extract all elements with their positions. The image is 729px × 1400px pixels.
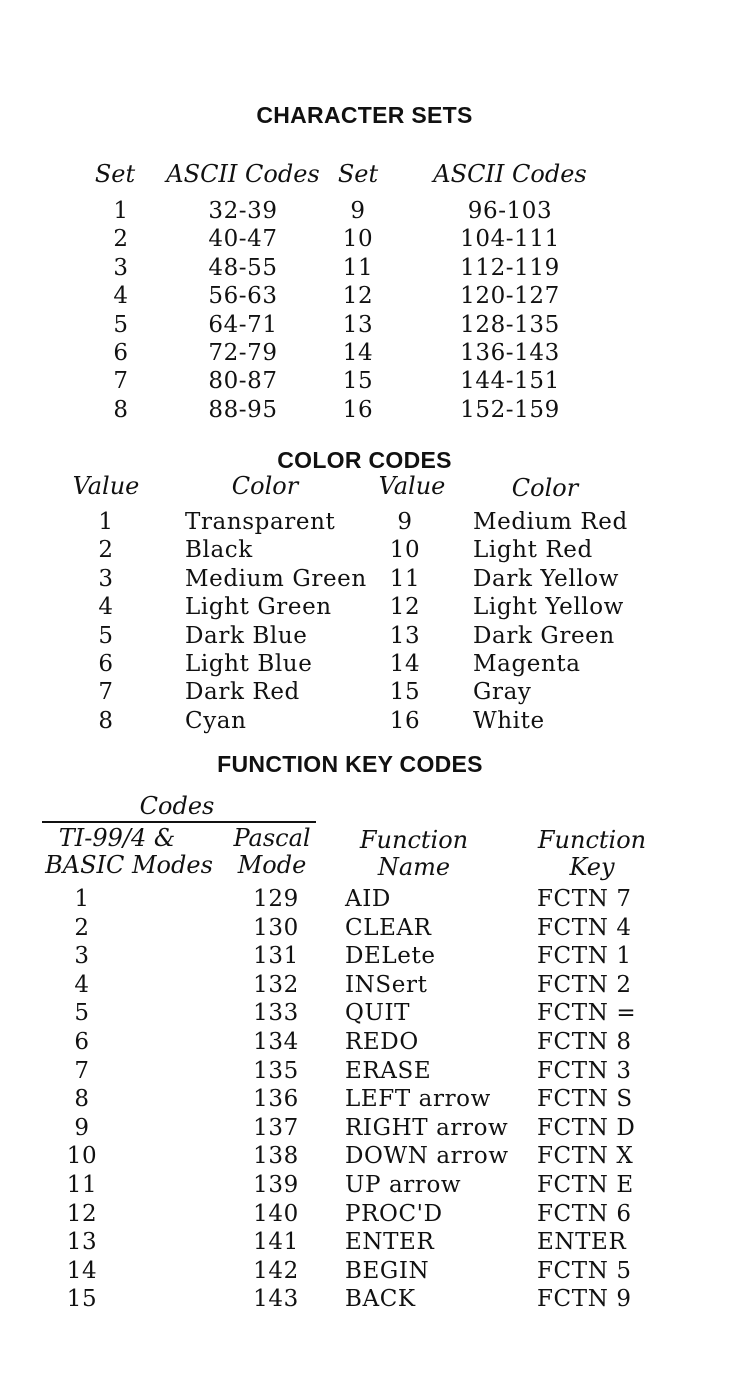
set-number-cell: 5 <box>113 311 129 338</box>
basic-mode-code-cell: 9 <box>74 1114 90 1141</box>
function-key-cell: FCTN = <box>537 1000 637 1027</box>
color-value-cell: 12 <box>389 594 421 621</box>
color-name-cell: Medium Green <box>185 565 367 592</box>
column-header: Value <box>378 472 446 500</box>
set-number-cell: 14 <box>342 340 374 366</box>
pascal-mode-code-cell: 140 <box>253 1200 299 1227</box>
function-key-cell: ENTER <box>537 1229 627 1256</box>
column-header: Name <box>377 853 451 881</box>
color-name-cell: Cyan <box>185 707 247 734</box>
color-name-cell: Black <box>185 537 253 564</box>
function-key-cell: FCTN S <box>537 1086 633 1113</box>
function-name-cell: LEFT arrow <box>345 1086 491 1113</box>
color-value-cell: 13 <box>389 622 421 649</box>
pascal-mode-code-cell: 139 <box>253 1172 299 1198</box>
ascii-codes-cell: 104-111 <box>460 226 560 253</box>
column-header: Function <box>359 826 469 854</box>
column-header: Key <box>569 853 615 881</box>
column-header: Color <box>511 474 579 502</box>
color-value-cell: 15 <box>389 679 421 706</box>
codes-group-rule <box>42 821 316 823</box>
set-number-cell: 7 <box>113 368 129 395</box>
pascal-mode-code-cell: 143 <box>253 1286 299 1313</box>
color-value-cell: 2 <box>98 537 114 564</box>
color-value-cell: 9 <box>397 509 413 535</box>
basic-mode-code-cell: 5 <box>74 1000 90 1027</box>
function-name-cell: BEGIN <box>345 1257 430 1284</box>
color-value-cell: 7 <box>98 679 114 706</box>
basic-mode-code-cell: 13 <box>66 1229 98 1256</box>
color-name-cell: Dark Blue <box>185 622 308 649</box>
color-value-cell: 11 <box>389 565 421 592</box>
color-name-cell: Transparent <box>185 509 336 535</box>
function-key-cell: FCTN 7 <box>537 886 632 912</box>
ascii-codes-cell: 96-103 <box>467 198 553 224</box>
function-name-cell: INSert <box>345 971 428 998</box>
ascii-codes-cell: 88-95 <box>208 396 278 423</box>
column-header: ASCII Codes <box>433 160 587 188</box>
color-codes-title: COLOR CODES <box>277 447 452 473</box>
ascii-codes-cell: 56-63 <box>208 283 278 310</box>
color-name-cell: Light Yellow <box>473 594 624 621</box>
set-number-cell: 3 <box>113 254 129 281</box>
color-name-cell: Dark Yellow <box>473 565 620 592</box>
set-number-cell: 1 <box>113 198 129 224</box>
ascii-codes-cell: 64-71 <box>208 311 278 338</box>
basic-mode-code-cell: 15 <box>66 1286 98 1313</box>
color-name-cell: Light Red <box>473 537 593 564</box>
function-key-cell: FCTN 8 <box>537 1029 632 1055</box>
color-value-cell: 3 <box>98 565 114 592</box>
function-key-cell: FCTN 4 <box>537 914 632 941</box>
color-name-cell: Dark Green <box>473 622 615 649</box>
color-value-cell: 10 <box>389 537 421 564</box>
column-header: Value <box>72 472 140 500</box>
function-key-cell: FCTN X <box>537 1143 634 1170</box>
function-name-cell: DOWN arrow <box>345 1143 509 1170</box>
basic-mode-code-cell: 6 <box>74 1029 90 1055</box>
ascii-codes-cell: 48-55 <box>208 254 278 281</box>
function-key-cell: FCTN 6 <box>537 1200 632 1227</box>
character-sets-title: CHARACTER SETS <box>256 102 473 128</box>
basic-mode-code-cell: 1 <box>74 886 90 912</box>
ascii-codes-cell: 40-47 <box>208 226 278 253</box>
ascii-codes-cell: 128-135 <box>460 311 560 338</box>
ascii-codes-cell: 72-79 <box>208 340 278 366</box>
basic-mode-code-cell: 10 <box>66 1143 98 1170</box>
pascal-mode-code-cell: 135 <box>253 1057 299 1084</box>
column-header: Function <box>537 826 647 854</box>
function-key-cell: FCTN 3 <box>537 1057 632 1084</box>
basic-mode-code-cell: 3 <box>74 943 90 970</box>
basic-mode-code-cell: 11 <box>66 1172 98 1198</box>
pascal-mode-code-cell: 134 <box>253 1029 299 1055</box>
ascii-codes-cell: 136-143 <box>460 340 560 366</box>
set-number-cell: 8 <box>113 396 129 423</box>
function-name-cell: QUIT <box>345 1000 411 1027</box>
column-header: TI-99/4 & <box>58 824 176 852</box>
column-header: ASCII Codes <box>166 160 320 188</box>
function-name-cell: CLEAR <box>345 914 432 941</box>
color-value-cell: 6 <box>98 651 114 677</box>
function-name-cell: RIGHT arrow <box>345 1114 509 1141</box>
color-name-cell: Medium Red <box>473 509 628 535</box>
pascal-mode-code-cell: 138 <box>253 1143 299 1170</box>
function-name-cell: UP arrow <box>345 1172 462 1198</box>
function-name-cell: PROC'D <box>345 1200 443 1227</box>
function-name-cell: REDO <box>345 1029 419 1055</box>
pascal-mode-code-cell: 129 <box>253 886 299 912</box>
set-number-cell: 15 <box>342 368 374 395</box>
set-number-cell: 4 <box>113 283 129 310</box>
ascii-codes-cell: 120-127 <box>460 283 560 310</box>
ascii-codes-cell: 152-159 <box>460 396 560 423</box>
basic-mode-code-cell: 2 <box>74 914 90 941</box>
function-key-cell: FCTN E <box>537 1172 634 1198</box>
pascal-mode-code-cell: 141 <box>253 1229 299 1256</box>
set-number-cell: 13 <box>342 311 374 338</box>
color-value-cell: 14 <box>389 651 421 677</box>
function-key-cell: FCTN 5 <box>537 1257 632 1284</box>
ascii-codes-cell: 80-87 <box>208 368 278 395</box>
color-name-cell: Gray <box>473 679 532 706</box>
set-number-cell: 2 <box>113 226 129 253</box>
basic-mode-code-cell: 12 <box>66 1200 98 1227</box>
set-number-cell: 11 <box>342 254 374 281</box>
ascii-codes-cell: 112-119 <box>460 254 560 281</box>
set-number-cell: 10 <box>342 226 374 253</box>
pascal-mode-code-cell: 131 <box>253 943 299 970</box>
pascal-mode-code-cell: 133 <box>253 1000 299 1027</box>
column-header: Set <box>337 160 379 188</box>
set-number-cell: 12 <box>342 283 374 310</box>
ascii-codes-cell: 32-39 <box>208 198 278 224</box>
set-number-cell: 16 <box>342 396 374 423</box>
function-key-cell: FCTN 1 <box>537 943 632 970</box>
color-value-cell: 5 <box>98 622 114 649</box>
function-key-cell: FCTN 2 <box>537 971 632 998</box>
function-name-cell: AID <box>345 886 391 912</box>
function-key-codes-title: FUNCTION KEY CODES <box>217 751 483 777</box>
set-number-cell: 9 <box>350 198 366 224</box>
color-name-cell: Light Green <box>185 594 332 621</box>
pascal-mode-code-cell: 130 <box>253 914 299 941</box>
basic-mode-code-cell: 7 <box>74 1057 90 1084</box>
color-value-cell: 16 <box>389 707 421 734</box>
function-key-cell: FCTN 9 <box>537 1286 632 1313</box>
function-name-cell: DELete <box>345 943 436 970</box>
column-header: Color <box>231 472 299 500</box>
function-name-cell: ENTER <box>345 1229 435 1256</box>
column-header: Mode <box>237 851 307 879</box>
column-header: BASIC Modes <box>45 851 213 879</box>
basic-mode-code-cell: 8 <box>74 1086 90 1113</box>
color-value-cell: 8 <box>98 707 114 734</box>
column-header: Set <box>94 160 136 188</box>
pascal-mode-code-cell: 137 <box>253 1114 299 1141</box>
set-number-cell: 6 <box>113 340 129 366</box>
function-key-cell: FCTN D <box>537 1114 636 1141</box>
color-name-cell: Dark Red <box>185 679 300 706</box>
pascal-mode-code-cell: 136 <box>253 1086 299 1113</box>
color-value-cell: 4 <box>98 594 114 621</box>
color-name-cell: Light Blue <box>185 651 313 677</box>
column-header: Pascal <box>233 824 311 852</box>
color-value-cell: 1 <box>98 509 114 535</box>
pascal-mode-code-cell: 132 <box>253 971 299 998</box>
basic-mode-code-cell: 4 <box>74 971 90 998</box>
color-name-cell: Magenta <box>473 651 581 677</box>
ascii-codes-cell: 144-151 <box>460 368 560 395</box>
function-name-cell: ERASE <box>345 1057 432 1084</box>
function-name-cell: BACK <box>345 1286 416 1313</box>
color-name-cell: White <box>473 707 545 734</box>
basic-mode-code-cell: 14 <box>66 1257 98 1284</box>
codes-group-header: Codes <box>139 792 215 820</box>
pascal-mode-code-cell: 142 <box>253 1257 299 1284</box>
